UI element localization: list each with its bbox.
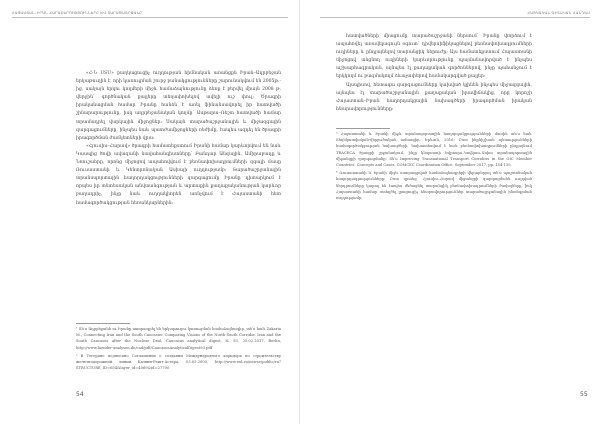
footnote: ¹ Տե՛ս Ադրբեջանն ու Իրանը ստորագրել են երկաթուղու կառուցման համաձայնագիր, տե՛ս նաև Zakaria M., Connecting Iran and the South Caucasus: Comparing Visions of the North-South Corridor, Iran and the South Caucasus after the Nuclear Deal, Caucasus analytical digest, N. 93, 25.02.2017, Berlin, http://www.laender-analysen.de/cad/pdf/CaucasusAnalyticalDigest93.pdf	[76, 327, 281, 350]
right-page	[304, 0, 596, 424]
running-head: ՀԱՅԱՍՏԱՆ–ԻՐԱՆ ՀԱՐԱԲԵՐՈՒԹՅՈՒՆՆԵՐԸ ԵՎ ՏԱՐԱԾԱՇՐՋԱՆԸ	[12, 11, 143, 15]
paragraph: «Հ-Ն USU» բաղկացուցիչ ուղղության հիմնական առանցքն Իրան–Ադրբեջան երկաթուղին է, որի կառուցման շուրջ բանակցությունները շարունակվում են 2005թ.-ից, սակայն երկու կողմերի միջև համաձայնությունը ձեռք է բերվել միայն 2008 թ. վերջին՝ գործնական քայլերը տեղափոխելով ավելի ուշ փուլ: Ծրագրի իրականացման համար Իրանը հանձն է առել ֆինանսավորել իր հատվածի շինարարությունը, իսկ ադրբեջանական կողմը՝ Ասթարա–Ռեշտ հատվածի համար տրամադրել վարկային միջոցներ: Սակայն տարածաշրջանային և միջազգային զարգացումները, ինչպես նաև պատժամիջոցների ռեժիմը, էապես ազդել են ծրագրի իրագործման ժամկետների վրա:	[76, 71, 281, 141]
paragraph: հատվածների միացումը տարածաշրջանի ներսում՝ Իրանը փորձում է ապահովել առավելագույն օգուտ՝ դիվերսիֆիկացնելով բեռնափոխադրումների ուղիները և ընդլայնելով տարանցիկ ներուժը: Այս համատեքստում Հայաստանի միջոցով անցնող ուղիների կարևորությունը պայմանավորված է ինչպես աշխարհագրական, այնպես էլ քաղաքական գործոններով, ինչը պահանջում է երկկողմ ու բազմակողմ ձևաչափերով համակարգված քայլեր:	[336, 34, 532, 80]
running-head: ՀԱՅԿԱԿԱՆ ԳԻՏԱԿԱՆ ՀԱՆԴԵՍ	[527, 11, 590, 15]
page-number: 54	[76, 391, 84, 398]
footnote: ² В Тегеране подписано Соглашение о создании Международного коридора по строительству железнодорожной линии Казвин-Решт-Астара, 03.05.2005, http://www.rzd.ru/newse/public/ru?STRUCTURE_ID=654&layer_id=4069&id=27700	[76, 353, 281, 371]
footnote: ³ Հայաստանի և Իրանի միջև տրանսպորտային հաղորդակցությունների մասին տե՛ս նաև Տեղեկատվական-վերլուծական ամսագիր, Երևան, 2016: Ըստ ինքնիշխան պետությունների համագործակցության նախագծերի, նախատեսվում է նաև բեռնափոխադրումների ընդլայնում TRACECA ծրագրի շրջանակում, ինչը կնպաստի Եվրոպա–Կովկաս–Ասիա տրանսպորտային միջանցքի զարգացմանը: Տե՛ս Improving Transnational Transport Corridors in the OIC Member Countries: Concepts and Cases, COMCEC Coordination Office, September 2017, pp. 154-155.	[336, 132, 532, 168]
footnote-rule	[336, 128, 390, 129]
header-rule	[12, 17, 288, 18]
footnotes	[336, 131, 532, 203]
paragraph: Այսպիսով, հետագա զարգացումները կախված կլինեն ինչպես միջազգային, այնպես էլ տարածաշրջանային քաղաքական իրավիճակից, որը կորոշի Հայաստան–Իրան հաղորդակցային նախագծերի իրագործման իրական հնարավորությունները:	[336, 82, 532, 112]
page-number: 55	[580, 391, 588, 398]
body-text	[336, 33, 532, 114]
header-rule	[320, 17, 590, 18]
left-page	[6, 0, 298, 424]
footnotes	[76, 326, 281, 373]
footnote-rule	[76, 323, 130, 324]
paragraph: «Հյուսիս–Հարավ» ծրագրի համատեքստում Իրանի համար կարևորվում են նաև Կասպից ծովի ավազանի նավահանգիստները՝ Բանդար Անզալին, Ամիրաբադը և Նոուշահրը, որոնց միջոցով ապահովվում է բեռնափոխադրումների զգալի մասը Ռուսաստանի և Կենտրոնական Ասիայի ուղղությամբ: Տարածաշրջանային տրանսպորտային հաղորդակցությունների զարգացումը Իրանը դիտարկում է որպես իր տնտեսական անվտանգության և արտաքին քաղաքականության կարևոր բաղադրիչ, ինչը նաև ուղղակիորեն առնչվում է Հայաստանի հետ համագործակցության հեռանկարներին:	[76, 143, 281, 206]
footnote: ⁴ Ռուսաստանի և Իրանի միջև ստորագրված համաձայնագրերի վերաբերյալ տե՛ս պաշտոնական հաղորդագրությունները: Ըստ դրանց՝ Հյուսիս–Հարավ միջանցքի զարգացմանն ուղղված ներդրումները կարող են էապես մեծացնել տարանցիկ բեռնափոխադրումների ծավալները, իսկ Հայաստանի համար ստեղծել լրացուցիչ հնարավորություններ տարածաշրջանային ինտեգրման ուղղությամբ:	[336, 171, 532, 201]
gutter-divider	[299, 0, 300, 424]
body-text	[76, 70, 281, 208]
